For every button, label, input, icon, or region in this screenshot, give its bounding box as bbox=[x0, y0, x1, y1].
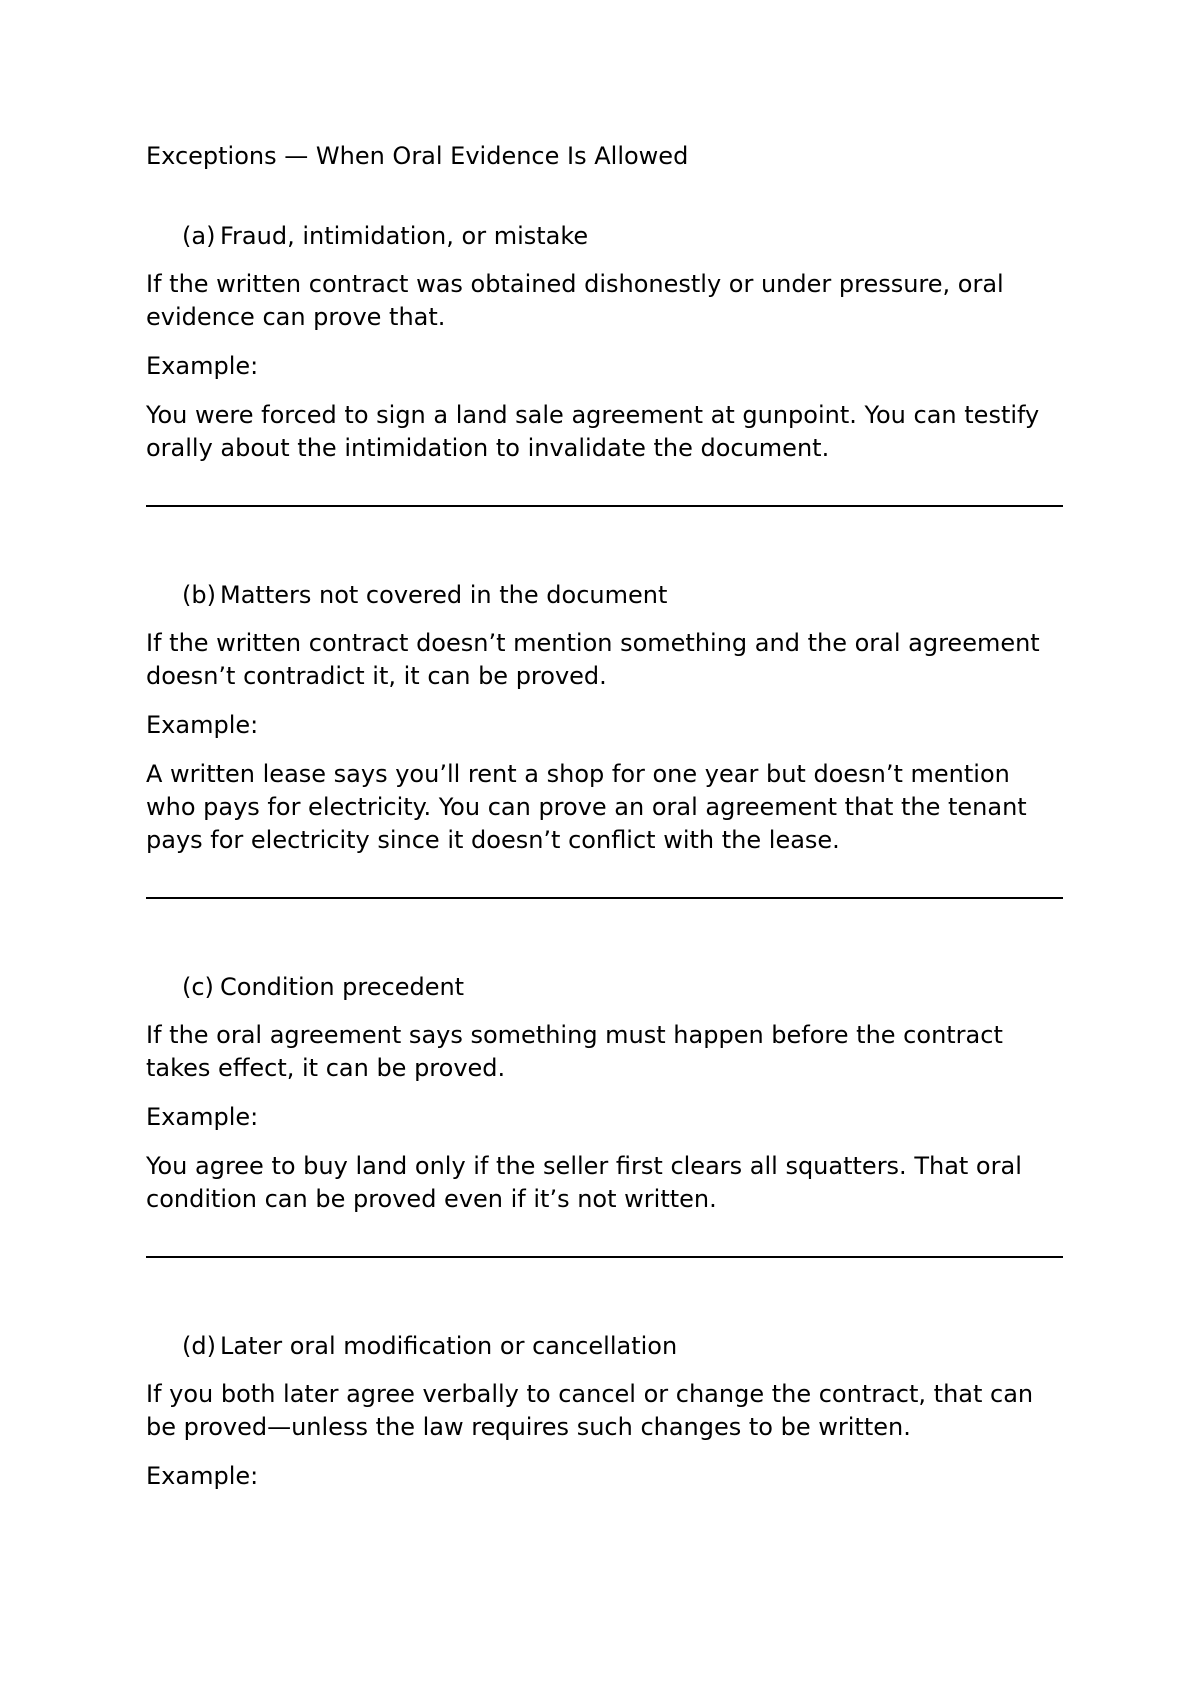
section-divider bbox=[146, 505, 1063, 507]
section-heading bbox=[146, 971, 1063, 1003]
section-marker: (d) bbox=[182, 1332, 216, 1360]
section-divider bbox=[146, 897, 1063, 899]
section-heading bbox=[146, 220, 1063, 252]
section-heading-text: Condition precedent bbox=[220, 973, 465, 1001]
section-marker: (a) bbox=[182, 222, 216, 250]
example-text: You were forced to sign a land sale agreement at gunpoint. You can testify orally about the intimidation to invalidate the document. bbox=[146, 401, 1040, 462]
section-heading-text: Matters not covered in the document bbox=[220, 581, 668, 609]
example-text: A written lease says you’ll rent a shop for one year but doesn’t mention who pays for electricity. You can prove an oral agreement that the tenant pays for electricity since it doesn’t conflict with the lease. bbox=[146, 760, 1027, 854]
section-description: If the written contract was obtained dishonestly or under pressure, oral evidence can prove that. bbox=[146, 270, 1004, 331]
section-c bbox=[146, 971, 1063, 1216]
section-a bbox=[146, 220, 1063, 465]
example-label: Example: bbox=[146, 352, 259, 380]
document-title: Exceptions — When Oral Evidence Is Allowed bbox=[146, 142, 689, 170]
section-heading-text: Later oral modification or cancellation bbox=[220, 1332, 678, 1360]
section-heading bbox=[146, 579, 1063, 611]
section-heading bbox=[146, 1330, 1063, 1362]
section-heading-text: Fraud, intimidation, or mistake bbox=[220, 222, 589, 250]
example-text: You agree to buy land only if the seller first clears all squatters. That oral condition can be proved even if it’s not written. bbox=[146, 1152, 1022, 1213]
example-label: Example: bbox=[146, 1462, 259, 1490]
section-marker: (b) bbox=[182, 581, 216, 609]
section-description: If you both later agree verbally to cancel or change the contract, that can be proved—unless the law requires such changes to be written. bbox=[146, 1380, 1034, 1441]
section-b bbox=[146, 579, 1063, 857]
example-label: Example: bbox=[146, 711, 259, 739]
section-description: If the oral agreement says something must happen before the contract takes effect, it can be proved. bbox=[146, 1021, 1003, 1082]
document-body bbox=[146, 140, 1063, 1509]
section-d bbox=[146, 1330, 1063, 1493]
section-divider bbox=[146, 1256, 1063, 1258]
section-description: If the written contract doesn’t mention something and the oral agreement doesn’t contradict it, it can be proved. bbox=[146, 629, 1040, 690]
example-label: Example: bbox=[146, 1103, 259, 1131]
section-marker: (c) bbox=[182, 973, 214, 1001]
